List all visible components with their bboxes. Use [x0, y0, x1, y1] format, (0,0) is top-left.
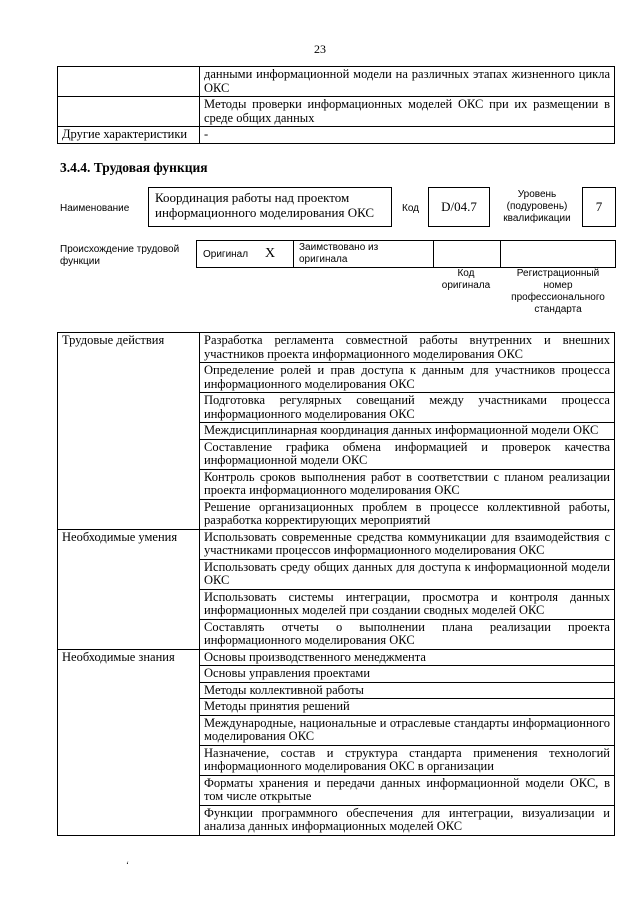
divider — [433, 241, 434, 267]
table-cell: Основы производственного менеджмента — [200, 649, 615, 666]
function-name: Координация работы над проектом информационного моделирования ОКС — [155, 190, 375, 220]
table-row — [58, 649, 615, 666]
table-cell: Подготовка регулярных совещаний между участниками процесса информационного моделирования ОКС — [200, 393, 615, 423]
table-cell: Другие характеристики — [58, 127, 200, 144]
table-cell: Использовать среду общих данных для доступа к информационной модели ОКС — [200, 559, 615, 589]
table-cell: Решение организационных проблем в процессе коллективной работы, разработка корректирующих мероприятий — [200, 499, 615, 529]
table-cell: Методы принятия решений — [200, 699, 615, 716]
original-mark: X — [265, 246, 276, 261]
table-row — [58, 97, 615, 127]
table-cell: Основы управления проектами — [200, 666, 615, 683]
table-cell: Международные, национальные и отраслевые стандарты информационного моделирования ОКС — [200, 715, 615, 745]
table-row — [58, 67, 615, 97]
divider — [500, 241, 501, 267]
function-code: D/04.7 — [441, 199, 477, 214]
group-label: Необходимые знания — [58, 649, 200, 835]
level-label: Уровень (подуровень) квалификации — [503, 189, 571, 224]
borrowed-label: Заимствовано из оригинала — [299, 242, 379, 265]
table-cell: Составление графика обмена информацией и проверок качества информационной модели ОКС — [200, 439, 615, 469]
section-title: 3.4.4. Трудовая функция — [60, 160, 208, 175]
table-cell: Контроль сроков выполнения работ в соответствии с планом реализации проекта информационного моделирования ОКС — [200, 469, 615, 499]
table-cell: Разработка регламента совместной работы внутренних и внешних участников проекта информационного моделирования ОКС — [200, 333, 615, 363]
labor-function-table — [57, 332, 615, 836]
function-name-box — [148, 187, 392, 227]
table-row — [58, 529, 615, 559]
table-cell: данными информационной модели на различных этапах жизненного цикла ОКС — [200, 67, 615, 97]
table-cell: Использовать системы интеграции, просмотра и контроля данных информационных моделей при создании сводных моделей ОКС — [200, 589, 615, 619]
group-label: Необходимые умения — [58, 529, 200, 649]
continuation-table — [57, 66, 615, 144]
divider — [293, 241, 294, 267]
original-label: Оригинал — [203, 249, 249, 260]
origin-boxes — [196, 240, 616, 268]
table-row — [58, 127, 615, 144]
table-cell: Междисциплинарная координация данных информационной модели ОКС — [200, 423, 615, 440]
origin-label: Происхождение трудовой функции — [60, 244, 180, 267]
level-box — [582, 187, 616, 227]
group-label: Трудовые действия — [58, 333, 200, 530]
function-code-box — [428, 187, 490, 227]
code-caption: Код оригинала — [441, 268, 491, 291]
table-cell: Форматы хранения и передачи данных информационной модели ОКС, в том числе открытые — [200, 775, 615, 805]
stray-mark: ‘ — [126, 860, 129, 870]
table-cell: Составлять отчеты о выполнении плана реализации проекта информационного моделирования ОКС — [200, 619, 615, 649]
table-cell: Определение ролей и прав доступа к данным для участников процесса информационного моделирования ОКС — [200, 363, 615, 393]
table-cell: - — [200, 127, 615, 144]
table-cell: Функции программного обеспечения для интеграции, визуализации и анализа данных информационных моделей ОКС — [200, 805, 615, 835]
table-cell: Использовать современные средства коммуникации для взаимодействия с участниками процессов информационного моделирования ОКС — [200, 529, 615, 559]
page-number: 23 — [314, 42, 326, 56]
name-label: Наименование — [60, 203, 130, 214]
code-label: Код — [402, 203, 420, 214]
reg-caption: Регистрационный номер профессионального стандарта — [511, 268, 605, 315]
table-cell — [58, 97, 200, 127]
table-cell: Назначение, состав и структура стандарта применения технологий информационного моделирования ОКС в организации — [200, 745, 615, 775]
level-value: 7 — [595, 199, 603, 214]
table-cell: Методы проверки информационных моделей ОКС при их размещении в среде общих данных — [200, 97, 615, 127]
table-cell: Методы коллективной работы — [200, 682, 615, 699]
table-cell — [58, 67, 200, 97]
table-row — [58, 333, 615, 363]
